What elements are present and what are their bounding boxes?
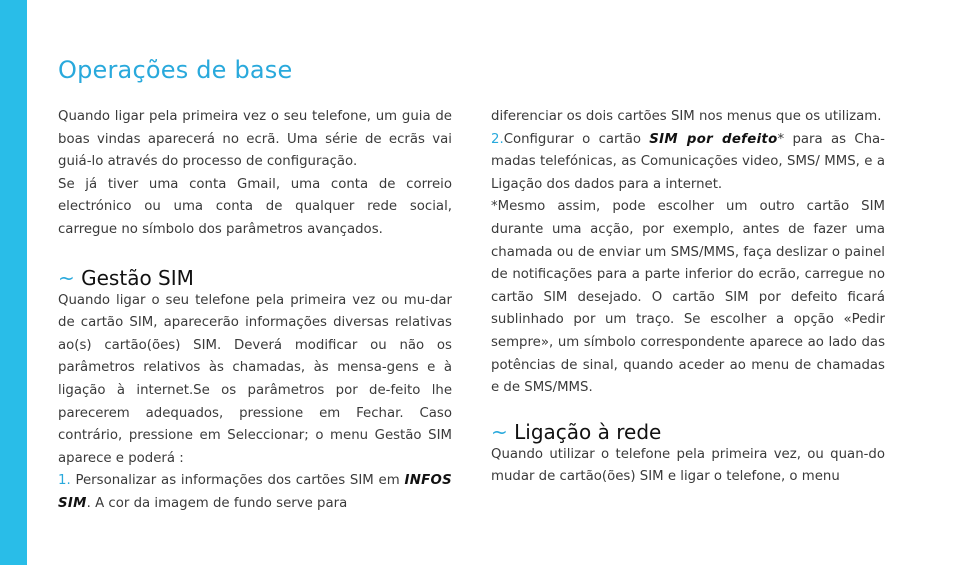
sim-section-body: Quando ligar o seu telefone pela primeira vez ou mu-dar de cartão SIM, aparecerão informações diversas relativas ao(s) cartão(ões) SIM. Deverá modificar ou não os parâmetros relativos às chamadas, às mensa-gens e à ligação à internet.Se os parâmetros por de-feito lhe parecerem adequados, pressione em Fechar. Caso contrário, pressione em Seleccionar; o menu Gestão SIM aparece e poderá : — [58, 292, 452, 466]
tilde-marker: ~ — [58, 265, 75, 290]
infos-sim-term: INFOS SIM — [58, 473, 452, 511]
section-heading-network — [491, 420, 885, 444]
list-item-1-tail: . A cor da imagem de fundo serve para — [86, 495, 348, 511]
list-item-1-text: Personalizar as informações dos cartões SIM em — [70, 473, 405, 489]
left-column — [58, 106, 452, 516]
section-heading-sim — [58, 266, 452, 290]
list-number-1: 1. — [58, 473, 71, 489]
continuation-paragraph: diferenciar os dois cartões SIM nos menus que os utilizam. — [491, 109, 882, 124]
intro-paragraph-1: Quando ligar pela primeira vez o seu telefone, um guia de boas vindas aparecerá no ecrã. Uma série de ecrãs vai guiá-lo através do processo de configuração. — [58, 109, 452, 170]
page-title: Operações de base — [58, 56, 293, 84]
right-column — [491, 106, 885, 489]
network-section-body: Quando utilizar o telefone pela primeira vez, ou quan-do mudar de cartão(ões) SIM e ligar o telefone, o menu — [491, 446, 885, 485]
accent-side-bar — [0, 0, 27, 565]
sim-por-defeito-term: SIM por defeito — [649, 131, 778, 147]
sim-list-item-2 — [491, 129, 885, 197]
section-heading-sim-label: Gestão SIM — [81, 265, 194, 290]
section-heading-network-label: Ligação à rede — [514, 419, 662, 444]
list-item-2-text: Configurar o cartão — [503, 131, 650, 147]
sim-list-item-1 — [58, 470, 452, 515]
list-number-2: 2. — [491, 131, 504, 147]
intro-paragraph-2: Se já tiver uma conta Gmail, uma conta de correio electrónico ou uma conta de qualquer rede social, carregue no símbolo dos parâmetros avançados. — [58, 176, 452, 237]
default-sim-note: *Mesmo assim, pode escolher um outro cartão SIM durante uma acção, por exemplo, antes de fazer uma chamada ou de enviar um SMS/MMS, faça deslizar o painel de notificações para a parte inferior do ecrão, carregue no cartão SIM desejado. O cartão SIM por defeito ficará sublinhado por um traço. Se escolher a opção «Pedir sempre», um símbolo correspondente aparece ao lado das potências de sinal, quando aceder ao menu de chamadas e de SMS/MMS. — [491, 199, 885, 396]
list-item-2-tail: * para as Cha-madas telefónicas, as Comunicações video, SMS/ MMS, e a Ligação dos dados para a internet. — [491, 131, 885, 192]
tilde-marker: ~ — [491, 419, 508, 444]
